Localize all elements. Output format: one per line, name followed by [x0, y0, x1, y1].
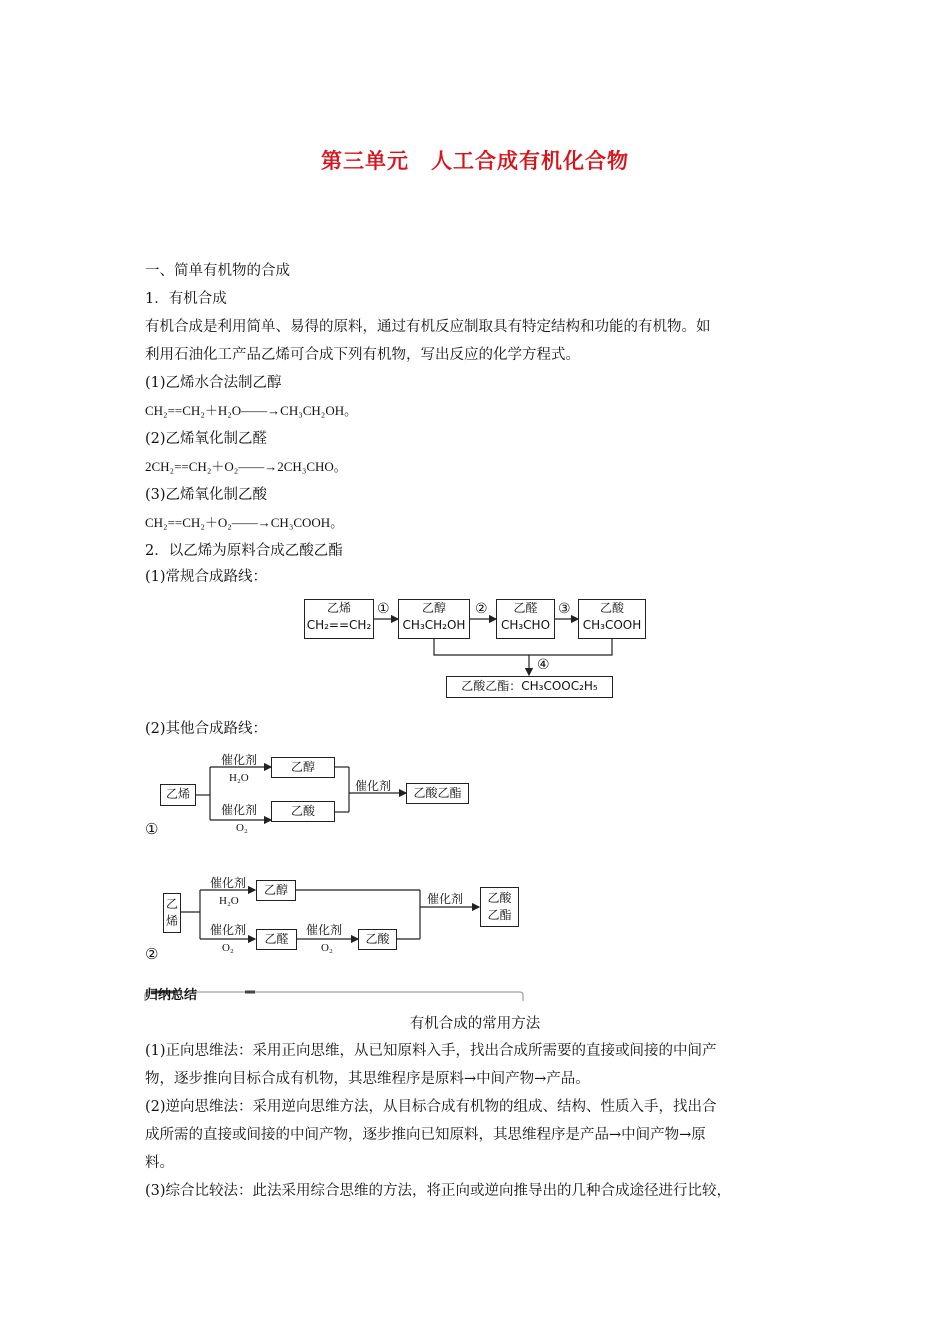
route2a-start-box: 乙烯: [160, 784, 196, 806]
box-name: 乙醛: [513, 601, 538, 615]
reagent-label: H₂O: [219, 895, 239, 907]
section-heading: 一、简单有机物的合成: [145, 263, 290, 279]
route1-box-ethyl-acetate: 乙酸乙酯：CH₃COOC₂H₅: [446, 676, 613, 698]
box-name: 乙烯: [326, 601, 351, 615]
catalyst-label: 催化剂: [355, 779, 392, 793]
route2b-start-box: 乙烯: [163, 893, 181, 933]
box-formula: CH₃CHO: [500, 618, 551, 632]
route-label: (1)常规合成路线：: [145, 569, 268, 585]
summary-heading: 归纳总结: [145, 988, 198, 1003]
route1-box-acetaldehyde: [496, 599, 555, 639]
summary-subtitle: 有机合成的常用方法: [409, 1016, 541, 1032]
catalyst-label: 催化剂: [210, 876, 247, 890]
catalyst-label: 催化剂: [221, 753, 258, 767]
paragraph-line: (3)综合比较法：此法采用综合思维的方法，将正向或逆向推导出的几种合成途径进行比较，: [145, 1183, 732, 1199]
catalyst-label: 催化剂: [221, 803, 258, 817]
reagent-label: H₂O: [229, 772, 249, 784]
box-formula: CH₃COOH: [582, 618, 642, 632]
box-formula: CH₂==CH₂: [306, 618, 372, 632]
route2b-acetaldehyde-box: 乙醛: [256, 929, 297, 950]
catalyst-label: 催化剂: [306, 923, 343, 937]
route2a-ethanol-box: 乙醇: [271, 757, 335, 778]
paragraph-line: (1)正向思维法：采用正向思维，从已知原料入手，找出合成所需要的直接或间接的中间产: [145, 1043, 717, 1059]
paragraph-line: 成所需的直接或间接的中间产物，逐步推向已知原料，其思维程序是产品→中间产物→原: [145, 1127, 706, 1143]
route1-box-ethanol: [398, 599, 470, 639]
paragraph-line: 料。: [145, 1155, 174, 1171]
subsection-heading: 2．以乙烯为原料合成乙酸乙酯: [145, 543, 343, 559]
step-number: ④: [537, 657, 550, 673]
box-formula: CH₃CH₂OH: [402, 618, 466, 632]
list-item: (2)乙烯氧化制乙醛: [145, 431, 268, 447]
box-name: 乙酸: [599, 601, 624, 615]
diagram-marker: ①: [145, 820, 159, 838]
route1-box-acetic-acid: [578, 599, 646, 639]
step-number: ①: [377, 601, 390, 617]
route2b-final-box: 乙酸乙酯: [480, 887, 519, 927]
route1-box-ethylene: [304, 599, 374, 639]
catalyst-label: 催化剂: [427, 892, 464, 906]
catalyst-label: 催化剂: [210, 923, 247, 937]
box-name: 乙醇: [421, 601, 446, 615]
diagram-marker: ②: [145, 945, 159, 963]
equation: CH₂==CH₂＋H₂O――→CH₃CH₂OH。: [145, 403, 358, 418]
reagent-label: O₂: [321, 942, 333, 954]
step-number: ③: [558, 601, 571, 617]
paragraph-line: 物，逐步推向目标合成有机物，其思维程序是原料→中间产物→产品。: [145, 1071, 590, 1087]
page-title: 第三单元 人工合成有机化合物: [321, 149, 629, 173]
paragraph-line: 有机合成是利用简单、易得的原料，通过有机反应制取具有特定结构和功能的有机物。如: [145, 319, 711, 335]
route2b-ethanol-box: 乙醇: [256, 880, 296, 901]
route2b-acetic-acid-box: 乙酸: [358, 929, 397, 950]
reagent-label: O₂: [236, 822, 248, 834]
route2a-acetic-acid-box: 乙酸: [271, 801, 335, 822]
paragraph-line: (2)逆向思维法：采用逆向思维方法，从目标合成有机物的组成、结构、性质入手，找出合: [145, 1099, 717, 1115]
paragraph-line: 利用石油化工产品乙烯可合成下列有机物，写出反应的化学方程式。: [145, 347, 580, 363]
equation: CH₂==CH₂＋O₂――→CH₃COOH。: [145, 515, 344, 530]
list-item: (3)乙烯氧化制乙酸: [145, 487, 268, 503]
route-label: (2)其他合成路线：: [145, 721, 268, 737]
step-number: ②: [475, 601, 488, 617]
route2a-final-box: 乙酸乙酯: [406, 783, 469, 804]
list-item: (1)乙烯水合法制乙醇: [145, 375, 282, 391]
reagent-label: O₂: [222, 942, 234, 954]
subsection-heading: 1．有机合成: [145, 291, 227, 307]
equation: 2CH₂==CH₂＋O₂――→2CH₃CHO。: [145, 459, 347, 474]
